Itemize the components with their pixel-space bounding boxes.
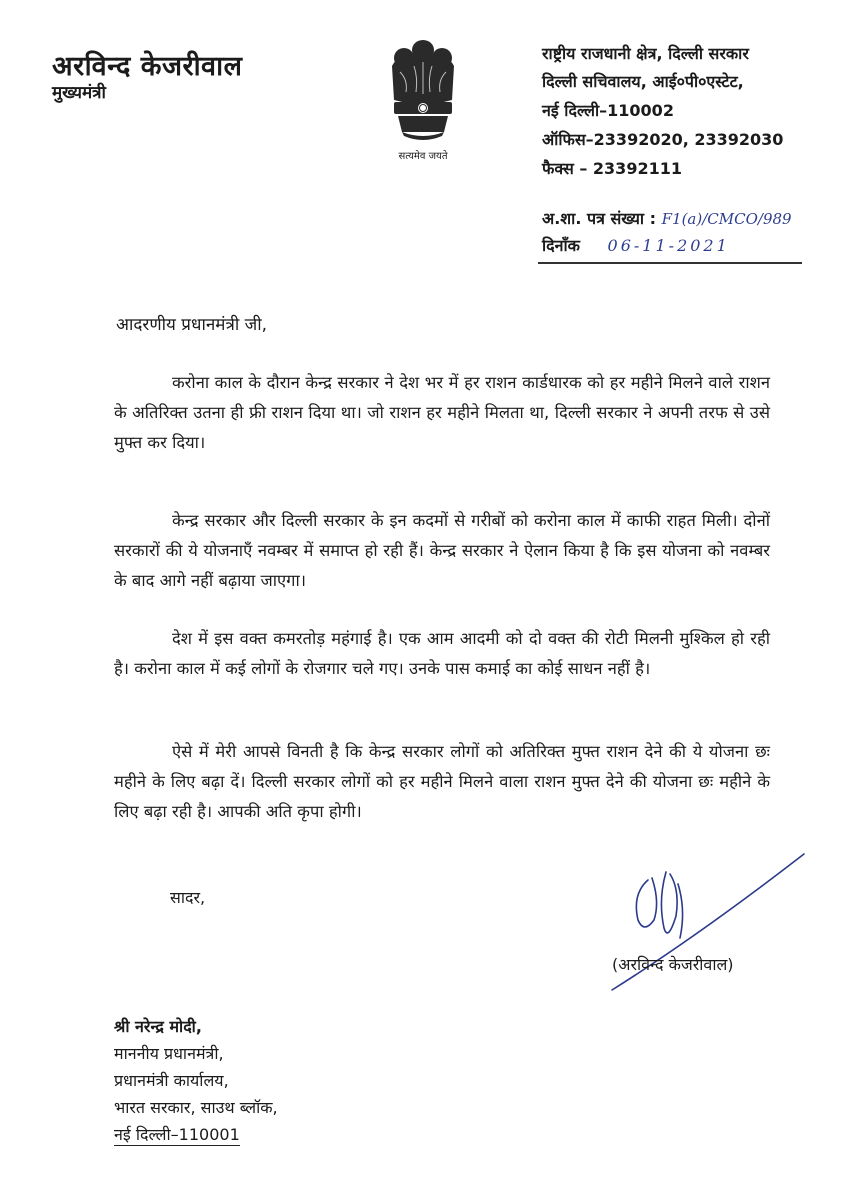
address-line: ऑफिस–23392020, 23392030	[542, 130, 784, 149]
sender-name: अरविन्द केजरीवाल	[52, 51, 243, 82]
recipient-line: प्रधानमंत्री कार्यालय,	[114, 1071, 229, 1090]
recipient-name: श्री नरेन्द्र मोदी,	[114, 1017, 202, 1036]
reference-row	[542, 207, 792, 229]
address-line: दिल्ली सचिवालय, आई०पी०एस्टेट,	[542, 72, 744, 91]
salutation: आदरणीय प्रधानमंत्री जी,	[116, 315, 268, 335]
recipient-city: नई दिल्ली–110001	[114, 1125, 240, 1144]
emblem-motto: सत्यमेव जयते	[398, 151, 448, 162]
signature-icon	[608, 850, 808, 1000]
address-line: फैक्स – 23392111	[542, 159, 682, 178]
signature	[608, 850, 808, 1000]
address-line: नई दिल्ली–110002	[542, 101, 674, 120]
recipient-line: माननीय प्रधानमंत्री,	[114, 1044, 224, 1063]
signer-name: (अरविन्द केजरीवाल)	[612, 955, 734, 974]
header-divider	[538, 262, 802, 264]
national-emblem	[378, 36, 468, 166]
reference-label: अ.शा. पत्र संख्या :	[542, 209, 657, 228]
closing: सादर,	[170, 888, 206, 907]
body-paragraph: ऐसे में मेरी आपसे विनती है कि केन्द्र सरकार लोगों को अतिरिक्त मुफ्त राशन देने की ये योजना छः महीने के लिए बढ़ा दें। दिल्ली सरकार लोगों को हर महीने मिलने वाला राशन मुफ्त देने की योजना छः महीने के लिए बढ़ा रही है। आपकी अति कृपा होगी।	[114, 742, 770, 821]
lion-capital-icon	[378, 36, 468, 146]
body-paragraph: केन्द्र सरकार और दिल्ली सरकार के इन कदमों से गरीबों को करोना काल में काफी राहत मिली। दोनों सरकारों की ये योजनाएँ नवम्बर में समाप्त हो रही हैं। केन्द्र सरकार ने ऐलान किया है कि इस योजना को नवम्बर के बाद आगे नहीं बढ़ाया जाएगा।	[114, 511, 770, 590]
date-label: दिनाँक	[542, 236, 580, 255]
sender-title: मुख्यमंत्री	[52, 83, 106, 103]
reference-number: F1(a)/CMCO/989	[661, 210, 792, 228]
address-line: राष्ट्रीय राजधानी क्षेत्र, दिल्ली सरकार	[542, 44, 749, 63]
recipient-line: भारत सरकार, साउथ ब्लॉक,	[114, 1098, 278, 1117]
body-paragraph: करोना काल के दौरान केन्द्र सरकार ने देश भर में हर राशन कार्डधारक को हर महीने मिलने वाले राशन के अतिरिक्त उतना ही फ्री राशन दिया था। जो राशन हर महीने मिलता था, दिल्ली सरकार ने अपनी तरफ से उसे मुफ्त कर दिया।	[114, 373, 770, 452]
date-row	[542, 234, 730, 256]
date-value: 06-11-2021	[607, 236, 730, 255]
recipient-line	[114, 1123, 240, 1145]
body-paragraph: देश में इस वक्त कमरतोड़ महंगाई है। एक आम आदमी को दो वक्त की रोटी मिलनी मुश्किल हो रही है। करोना काल में कई लोगों के रोजगार चले गए। उनके पास कमाई का कोई साधन नहीं है।	[114, 629, 770, 678]
